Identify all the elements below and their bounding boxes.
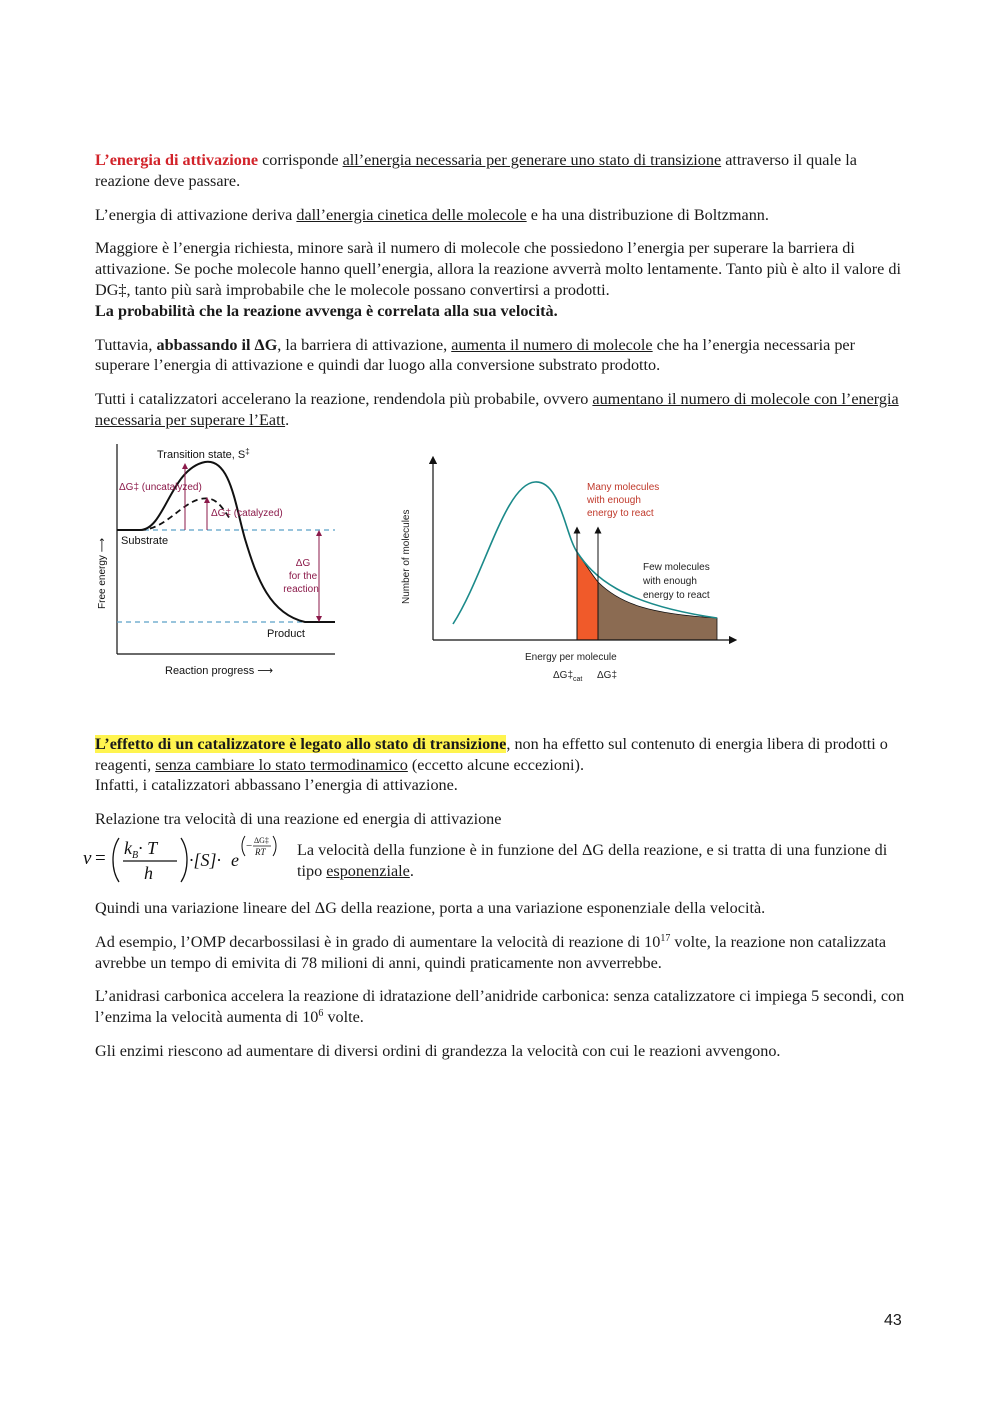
paragraph-linear-variation: Quindi una variazione lineare del ΔG della reazione, porta a una variazione esponenziale della velocità. bbox=[95, 898, 766, 917]
paragraph-energy-barrier bbox=[95, 238, 910, 321]
formula-exp-minus: − bbox=[246, 839, 253, 852]
underlined-text: dall’energia cinetica delle molecole bbox=[296, 205, 527, 224]
paragraph-activation-energy bbox=[95, 150, 910, 192]
text: volte, la reazione non catalizzata avrebbe un tempo di emivita di 78 milioni di anni, quindi praticamente non avverrebbe. bbox=[95, 932, 887, 972]
label-many-3: energy to react bbox=[587, 507, 654, 519]
formula-paren-right bbox=[181, 838, 187, 882]
label-dg-cat: $\Delta G\ddagger_{cat}$ bbox=[553, 669, 583, 683]
label-few-2: with enough bbox=[643, 575, 697, 587]
paragraph-enzymes: Gli enzimi riescono ad aumentare di diversi ordini di grandezza la velocità con cui le reazioni avvengono. bbox=[95, 1041, 781, 1060]
label-substrate: Substrate bbox=[121, 534, 169, 547]
formula-s: ·[S]· bbox=[189, 849, 222, 870]
formula-equals: = bbox=[95, 847, 106, 869]
label-many-2: with enough bbox=[587, 494, 641, 506]
figures-row bbox=[95, 444, 910, 714]
label-dg-reaction-1: ΔG bbox=[295, 557, 311, 569]
text: Maggiore è l’energia richiesta, minore sarà il numero di molecole che possiedono l’energia per superare la barriera di attivazione. Se poche molecole hanno quell’energia, allora la reazione avverrà molto lentamente. Tanto più è alto il valore di DG‡, tanto più sarà improbabile che le molecole possano convertirsi a prodotti. bbox=[95, 239, 901, 299]
label-dg-reaction-3: reaction bbox=[283, 583, 319, 595]
formula-exp-paren-right bbox=[273, 836, 276, 856]
formula-kb: $k_B\cdot T$ bbox=[124, 837, 158, 861]
text: Tutti i catalizzatori accelerano la reazione, rendendola più probabile, ovvero bbox=[95, 390, 593, 409]
formula-paren-left bbox=[113, 838, 119, 882]
paragraph-kinetic-energy bbox=[95, 205, 910, 226]
underlined-text: senza cambiare lo stato termodinamico bbox=[155, 755, 408, 774]
paragraph-carbonic-anhydrase bbox=[95, 986, 910, 1028]
text: La velocità della funzione è in funzione del ΔG della reazione, e si tratta di una funzione di tipo bbox=[297, 840, 888, 880]
label-dg: ΔG‡ bbox=[597, 669, 618, 681]
page-number: 43 bbox=[884, 1312, 902, 1329]
text: e ha una distribuzione di Boltzmann. bbox=[526, 205, 769, 224]
text: Tuttavia, bbox=[95, 335, 157, 354]
text: Infatti, i catalizzatori abbassano l’energia di attivazione. bbox=[95, 776, 458, 795]
paragraph-catalyst-effect bbox=[95, 734, 910, 796]
formula-v: v bbox=[83, 847, 92, 869]
underlined-text: all’energia necessaria per generare uno stato di transizione bbox=[342, 151, 722, 169]
label-many-1: Many molecules bbox=[587, 481, 660, 493]
text: , non ha effetto sul contenuto di energia libera di prodotti o reagenti, bbox=[95, 734, 888, 774]
formula-e: e bbox=[231, 849, 239, 870]
formula-exp-den: RT bbox=[255, 846, 266, 857]
text: L’anidrasi carbonica accelera la reazione di idratazione dell’anidride carbonica: senza catalizzatore ci impiega 5 secondi, con l’enzima la velocità aumenta di 10 bbox=[95, 987, 905, 1027]
label-product: Product bbox=[267, 627, 305, 640]
label-few-3: energy to react bbox=[643, 589, 710, 601]
text: . bbox=[409, 861, 414, 880]
formula-exp-num: ΔG‡ bbox=[254, 835, 269, 845]
document-body bbox=[83, 150, 910, 1075]
underlined-text: aumentano il numero di molecole con l’energia necessaria per superare l’Eatt bbox=[95, 390, 899, 429]
y-axis-label: Number of molecules bbox=[401, 509, 412, 604]
text: corrisponde bbox=[258, 151, 343, 169]
paragraph-omp-example bbox=[95, 932, 910, 974]
label-transition-state: Transition state, S‡ bbox=[157, 446, 250, 461]
underlined-text: aumenta il numero di molecole bbox=[451, 335, 653, 354]
text: che ha l’energia necessaria per superare l’energia di attivazione e quindi dar luogo alla conversione substrato prodotto. bbox=[95, 335, 856, 375]
text: Ad esempio, l’OMP decarbossilasi è in grado di aumentare la velocità di reazione di 10 bbox=[95, 932, 661, 951]
paragraph-lowering-dg bbox=[95, 335, 910, 377]
text: L’energia di attivazione deriva bbox=[95, 205, 297, 224]
superscript: 6 bbox=[318, 1008, 324, 1020]
highlighted-text: L’effetto di un catalizzatore è legato allo stato di transizione bbox=[95, 734, 507, 753]
x-axis-label: Energy per molecule bbox=[525, 651, 617, 663]
eyring-formula bbox=[81, 832, 281, 886]
text: attraverso il quale la reazione deve passare. bbox=[95, 151, 857, 190]
formula-exp-paren-left bbox=[242, 836, 245, 856]
term-activation-energy: L’energia di attivazione bbox=[95, 151, 259, 169]
label-dg-uncatalyzed: ΔG‡ (uncatalyzed) bbox=[119, 481, 202, 493]
x-axis-label: Reaction progress ⟶ bbox=[165, 664, 274, 677]
formula-h: h bbox=[144, 862, 153, 883]
text: volte. bbox=[323, 1008, 364, 1027]
y-axis-label: Free energy ⟶ bbox=[97, 537, 108, 609]
text: . bbox=[285, 410, 290, 429]
label-few-1: Few molecules bbox=[643, 561, 710, 573]
boltzmann-distribution bbox=[395, 444, 745, 689]
superscript: 17 bbox=[660, 932, 671, 944]
formula-row bbox=[83, 834, 910, 886]
formula-explanation bbox=[297, 840, 912, 882]
text: (eccetto alcune eccezioni). bbox=[407, 755, 584, 774]
label-dg-reaction-2: for the bbox=[288, 570, 318, 582]
paragraph-relation: Relazione tra velocità di una reazione ed energia di attivazione bbox=[95, 810, 502, 829]
label-dg-catalyzed: ΔG‡ (catalyzed) bbox=[211, 507, 283, 519]
text: , la barriera di attivazione, bbox=[277, 335, 452, 354]
underlined-text: esponenziale bbox=[326, 861, 410, 880]
energy-diagram bbox=[95, 444, 345, 689]
paragraph-catalysts bbox=[95, 389, 910, 431]
bold-text: La probabilità che la reazione avvenga è correlata alla sua velocità. bbox=[95, 301, 558, 320]
bold-text: abbassando il ΔG bbox=[156, 335, 278, 354]
